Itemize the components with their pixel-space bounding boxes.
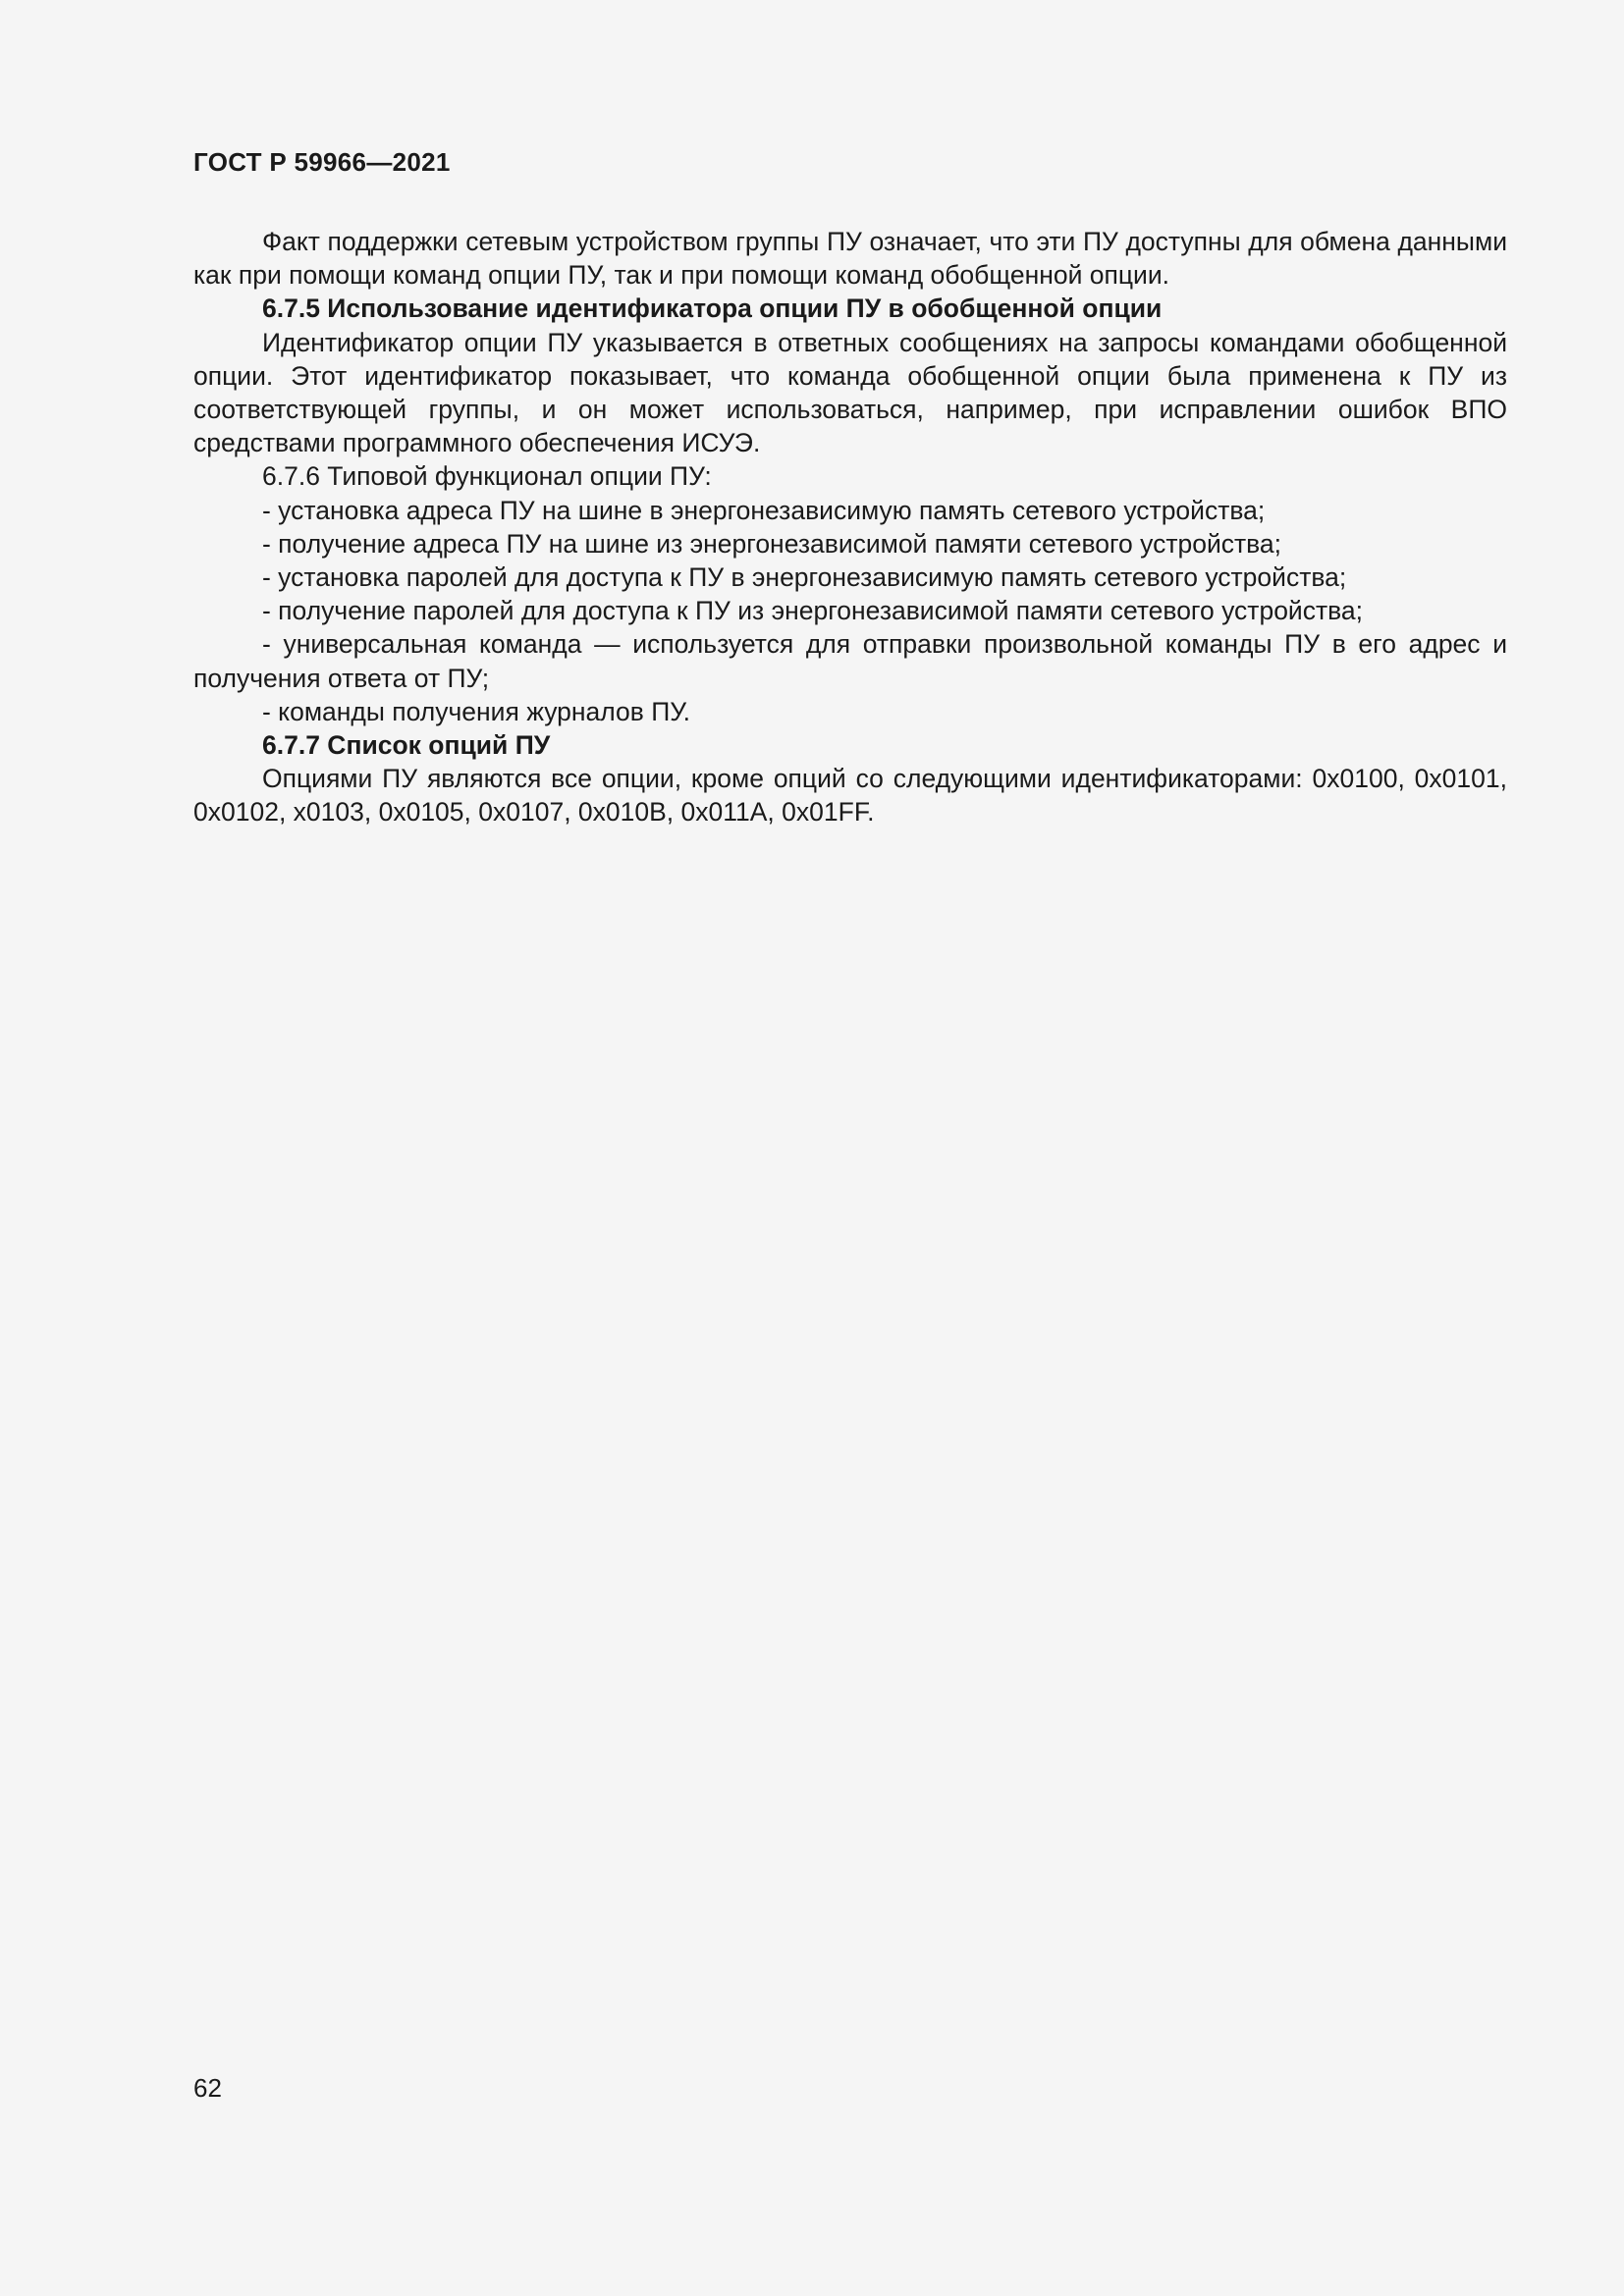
page-number: 62 (193, 2073, 222, 2103)
document-header: ГОСТ Р 59966—2021 (193, 147, 451, 177)
list-item: - получение паролей для доступа к ПУ из энергонезависимой памяти сетевого устройства; (262, 596, 1363, 626)
list-item: - установка паролей для доступа к ПУ в энергонезависимую память сетевого устройства; (262, 562, 1347, 593)
section-heading-6-7-6: 6.7.6 Типовой функционал опции ПУ: (262, 461, 712, 492)
paragraph-option-list: Опциями ПУ являются все опции, кроме опций со следующими идентификаторами: 0x0100, 0x0101, 0x0102, x0103, 0x0105, 0x0107, 0x010B, 0x011A, 0x01FF. (193, 764, 1507, 828)
paragraph-group-support: Факт поддержки сетевым устройством группы ПУ означает, что эти ПУ доступны для обмена данными как при помощи команд опции ПУ, так и при помощи команд обобщенной опции. (193, 227, 1507, 291)
list-item: - команды получения журналов ПУ. (262, 696, 690, 726)
section-heading-6-7-5: 6.7.5 Использование идентификатора опции ПУ в обобщенной опции (262, 294, 1163, 324)
paragraph-identifier-usage: Идентификатор опции ПУ указывается в ответных сообщениях на запросы командами обобщенной опции. Этот идентификатор показывает, что команда обобщенной опции была применена к ПУ из соответствующей группы, и он может использоваться, например, при исправлении ошибок ВПО средствами программного обеспечения ИСУЭ. (193, 327, 1507, 458)
list-item: - универсальная команда — используется для отправки произвольной команды ПУ в его адрес и получения ответа от ПУ; (193, 629, 1507, 693)
list-item: - установка адреса ПУ на шине в энергонезависимую память сетевого устройства; (262, 495, 1266, 525)
list-item: - получение адреса ПУ на шине из энергонезависимой памяти сетевого устройства; (262, 528, 1282, 559)
document-body (193, 225, 1507, 829)
section-heading-6-7-7: 6.7.7 Список опций ПУ (262, 730, 551, 761)
